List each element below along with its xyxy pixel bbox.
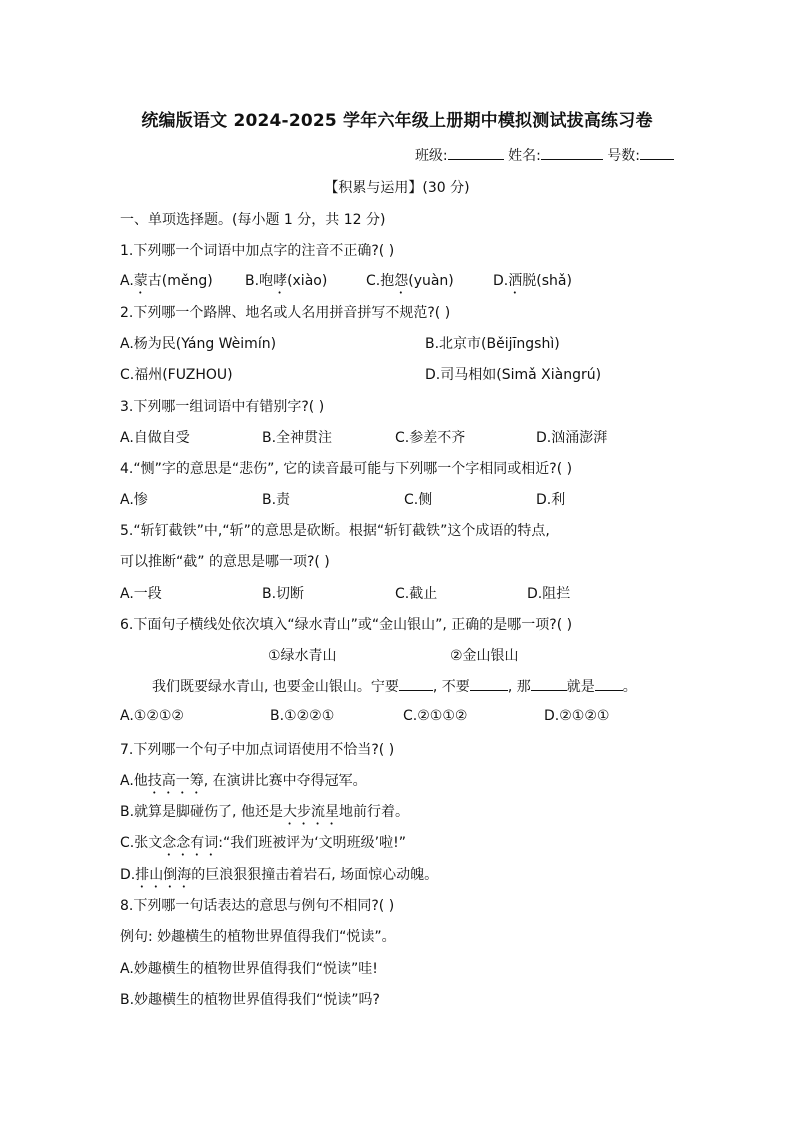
question-5-stem-line-1: 5.“斩钉截铁”中,“斩”的意思是砍断。根据“斩钉截铁”这个成语的特点,	[120, 523, 550, 539]
q3-option-a[interactable]: A.自做自受	[120, 430, 190, 446]
q7-option-b[interactable]: B.就算是脚碰伤了, 他还是大步流星地前行着。	[120, 804, 409, 820]
q1-option-a[interactable]: A.蒙古(měng)	[120, 273, 213, 289]
q4-option-c[interactable]: C.侧	[404, 492, 433, 508]
question-8-stem: 8.下列哪一句话表达的意思与例句不相同?( )	[120, 898, 395, 914]
class-label: 班级:	[414, 148, 448, 164]
q1-option-b[interactable]: B.咆哮(xiào)	[245, 273, 328, 289]
question-4-stem: 4.“恻”字的意思是“悲伤”, 它的读音最可能与下列哪一个字相同或相近?( )	[120, 461, 573, 477]
number-blank[interactable]	[640, 145, 674, 160]
q5-option-a[interactable]: A.一段	[120, 586, 162, 602]
q3-option-b[interactable]: B.全神贯注	[262, 430, 333, 446]
question-6-stem: 6.下面句子横线处依次填入“绿水青山”或“金山银山”, 正确的是哪一项?( )	[120, 617, 573, 633]
question-5-stem-line-2: 可以推断“截” 的意思是哪一项?( )	[120, 554, 330, 570]
q4-option-b[interactable]: B.责	[262, 492, 291, 508]
question-3-stem: 3.下列哪一组词语中有错别字?( )	[120, 399, 325, 415]
section-heading: 【积累与运用】(30 分)	[324, 180, 470, 196]
question-7-stem: 7.下列哪一个句子中加点词语使用不恰当?( )	[120, 742, 395, 758]
q4-option-d[interactable]: D.利	[536, 492, 566, 508]
q3-option-c[interactable]: C.参差不齐	[395, 430, 466, 446]
q6-option-c[interactable]: C.②①①②	[403, 708, 468, 724]
q2-option-b[interactable]: B.北京市(Běijīngshì)	[425, 336, 560, 352]
q8-option-b[interactable]: B.妙趣横生的植物世界值得我们“悦读”吗?	[120, 992, 380, 1008]
q6-reference-1: ①绿水青山	[268, 648, 337, 664]
q3-option-d[interactable]: D.汹涌澎湃	[536, 430, 608, 446]
q5-option-c[interactable]: C.截止	[395, 586, 438, 602]
q2-option-a[interactable]: A.杨为民(Yáng Wèimín)	[120, 336, 277, 352]
q6-blank-1[interactable]	[399, 676, 433, 691]
number-label: 号数:	[607, 148, 640, 164]
q2-option-d[interactable]: D.司马相如(Simǎ Xiàngrú)	[425, 367, 602, 383]
q6-blank-4[interactable]	[595, 676, 623, 691]
q6-blank-2[interactable]	[470, 676, 508, 691]
q8-example: 例句: 妙趣横生的植物世界值得我们“悦读”。	[120, 929, 396, 945]
student-info	[415, 145, 674, 165]
q1-option-d[interactable]: D.洒脱(shǎ)	[493, 273, 572, 289]
question-1-stem: 1.下列哪一个词语中加点字的注音不正确?( )	[120, 243, 395, 259]
q5-option-b[interactable]: B.切断	[262, 586, 305, 602]
q1-option-c[interactable]: C.抱怨(yuàn)	[366, 273, 454, 289]
name-blank[interactable]	[541, 145, 603, 160]
q6-option-d[interactable]: D.②①②①	[544, 708, 610, 724]
q6-option-b[interactable]: B.①②②①	[270, 708, 335, 724]
q5-option-d[interactable]: D.阻拦	[527, 586, 571, 602]
q6-sentence: 我们既要绿水青山, 也要金山银山。宁要 , 不要 , 那 就是 。	[152, 676, 637, 696]
q7-option-d[interactable]: D.排山倒海的巨浪狠狠撞击着岩石, 场面惊心动魄。	[120, 867, 439, 883]
question-2-stem: 2.下列哪一个路牌、地名或人名用拼音拼写不规范?( )	[120, 305, 451, 321]
q7-option-c[interactable]: C.张文念念有词:“我们班被评为‘文明班级’啦!”	[120, 835, 406, 851]
q6-reference-2: ②金山银山	[450, 648, 519, 664]
part-heading: 一、单项选择题。(每小题 1 分，共 12 分)	[120, 212, 386, 228]
page-title: 统编版语文 2024-2025 学年六年级上册期中模拟测试拔高练习卷	[141, 111, 653, 131]
q7-option-a[interactable]: A.他技高一筹, 在演讲比赛中夺得冠军。	[120, 773, 367, 789]
q2-option-c[interactable]: C.福州(FUZHOU)	[120, 367, 233, 383]
q4-option-a[interactable]: A.惨	[120, 492, 148, 508]
q6-blank-3[interactable]	[531, 676, 567, 691]
class-blank[interactable]	[448, 145, 504, 160]
name-label: 姓名:	[508, 148, 541, 164]
q8-option-a[interactable]: A.妙趣横生的植物世界值得我们“悦读”哇!	[120, 961, 378, 977]
q6-option-a[interactable]: A.①②①②	[120, 708, 184, 724]
